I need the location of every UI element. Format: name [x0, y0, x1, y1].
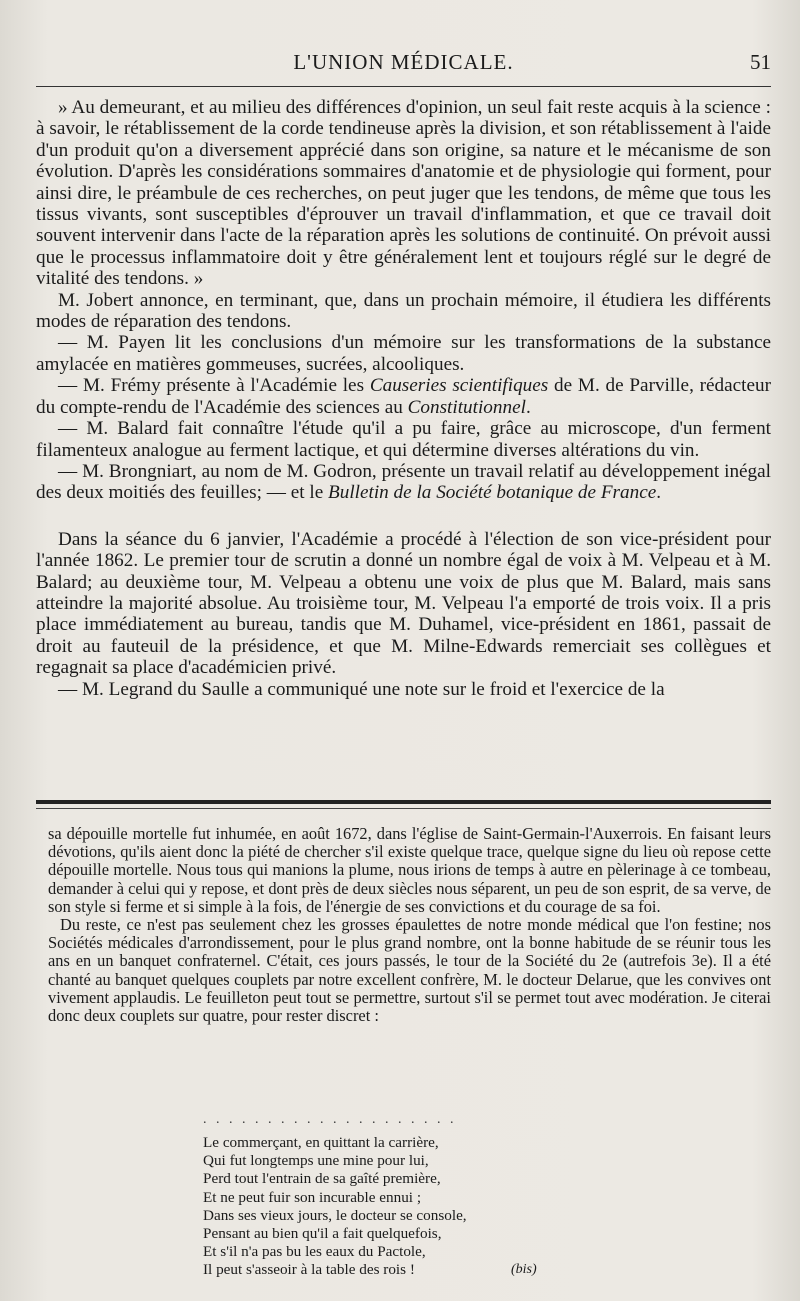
paragraph-jobert: M. Jobert annonce, en terminant, que, dans un prochain mémoire, il étudiera les différents modes de réparation des tendons.: [36, 289, 771, 333]
ellipsis-row: . . . . . . . . . . . . . . . . . . . .: [203, 1112, 457, 1127]
header-rule: [36, 86, 771, 87]
paragraph-legrand: — M. Legrand du Saulle a communiqué une note sur le froid et l'exercice de la: [58, 678, 665, 700]
text-fragment: de M. de Parville, rédacteur du compte-rendu de l'Académie des sciences au: [36, 375, 771, 418]
text-fragment: — M. Frémy présente à l'Académie les: [58, 375, 370, 397]
title-causeries: Causeries scientifiques: [369, 375, 549, 397]
text-fragment: .: [656, 482, 662, 504]
text-fragment: .: [525, 396, 531, 418]
page-number: 51: [750, 50, 771, 74]
poem-line: Et ne peut fuir son incurable ennui ;: [203, 1188, 422, 1206]
main-column: [36, 97, 771, 700]
poem-line: Perd tout l'entrain de sa gaîté première,: [203, 1170, 441, 1188]
paragraph-election: Dans la séance du 6 janvier, l'Académie a procédé à l'élection de son vice-président pour l'année 1862. Le premier tour de scrutin a donné un nombre égal de voix à M. Velpeau et à M. Balard; au deuxième tour, M. Velpeau a obtenu une voix de plus que M. Balard, mais sans atteindre la majorité absolue. Au troisième tour, M. Velpeau l'a emporté de trois voix. Il a pris place immédiatement au bureau, tandis que M. Duhamel, vice-président en 1861, passait de droit au fauteuil de la présidence, et que M. Milne-Edwards remerciait ses collègues et regagnait sa place d'académicien privé.: [36, 528, 771, 679]
bis-marker: (bis): [511, 1262, 537, 1277]
paragraph-payen: — M. Payen lit les conclusions d'un mémoire sur les transformations de la substance amylacée en matières gommeuses, sucrées, alcooliques.: [36, 332, 771, 375]
running-title: L'UNION MÉDICALE.: [293, 50, 514, 74]
poem-line: Pensant au bien qu'il a fait quelquefois,: [203, 1225, 442, 1243]
poem-line: Et s'il n'a pas bu les eaux du Pactole,: [203, 1243, 426, 1261]
poem-line: Dans ses vieux jours, le docteur se console,: [203, 1206, 467, 1224]
feuilleton-separator-thin: [36, 808, 771, 809]
paragraph-tendons: » Au demeurant, et au milieu des différences d'opinion, un seul fait reste acquis à la science : à savoir, le rétablissement de la corde tendineuse après la division, et son rétablissement à l'aide d'un produit qu'on a diversement apprécié dans son origine, sa nature et le mécanisme de son évolution. D'après les considérations sommaires d'anatomie et de physiologie qui forment, pour ainsi dire, le préambule de ces recherches, on peut juger que les tendons, de même que tous les tissus vivants, sont susceptibles d'éprouver un travail d'inflammation, et que ce travail doit souvent intervenir dans l'acte de la réparation après les solutions de continuité. On prévoit aussi que le processus inflammatoire doit y être généralement lent et toujours réglé sur le degré de vitalité des tendons. »: [36, 97, 771, 290]
text-fragment: — M. Brongniart, au nom de M. Godron, présente un travail relatif au développement inégal des deux moitiés des feuilles; — et le: [36, 460, 771, 504]
paragraph-brongniart: [36, 461, 771, 504]
title-bulletin: Bulletin de la Société botanique de France: [328, 482, 657, 504]
feuilleton-separator-thick: [36, 800, 771, 804]
poem-couplet: [203, 1134, 703, 1280]
paragraph-balard: — M. Balard fait connaître l'étude qu'il a pu faire, grâce au microscope, d'un ferment filamenteux analogue au ferment lactique, et qui détermine diverses altérations du vin.: [36, 418, 771, 461]
feuilleton-column: [48, 825, 771, 1025]
paragraph-fremy: [36, 375, 771, 418]
poem-line: Il peut s'asseoir à la table des rois !: [203, 1261, 415, 1279]
page-header: [36, 50, 771, 82]
poem-line: Le commerçant, en quittant la carrière,: [203, 1134, 439, 1151]
title-constitutionnel: Constitutionnel: [407, 396, 526, 418]
poem-line: Qui fut longtemps une mine pour lui,: [203, 1152, 429, 1170]
feuilleton-paragraph-banquet: Du reste, ce n'est pas seulement chez les grosses épaulettes de notre monde médical que l'on festine; nos Sociétés médicales d'arrondissement, pour le plus grand nombre, ont la bonne habitude de se réunir tous les ans en un banquet confraternel. C'était, ces jours passés, le tour de la Société du 2e (autrefois 3e). Il a été chanté au banquet quelques couplets par notre excellent confrère, M. le docteur Delarue, que les convives ont vivement applaudis. Le feuilleton peut tout se permettre, surtout s'il se permet tout avec modération. Je citerai donc deux couplets sur quatre, pour rester discret :: [48, 915, 771, 1026]
feuilleton-paragraph-depouille: sa dépouille mortelle fut inhumée, en août 1672, dans l'église de Saint-Germain-l'Auxerrois. En faisant leurs dévotions, qu'ils aient donc la piété de chercher s'il existe quelque trace, quelque signe du lieu où repose cette dépouille mortelle. Nous tous qui manions la plume, nous irions de temps à autre en pèlerinage à ce tombeau, demander à celui qui y repose, et dont près de deux siècles nous séparent, un peu de son esprit, de sa verve, de son style si ferme et si simple à la fois, de l'énergie de ses convictions et du courage de sa foi.: [48, 824, 771, 916]
